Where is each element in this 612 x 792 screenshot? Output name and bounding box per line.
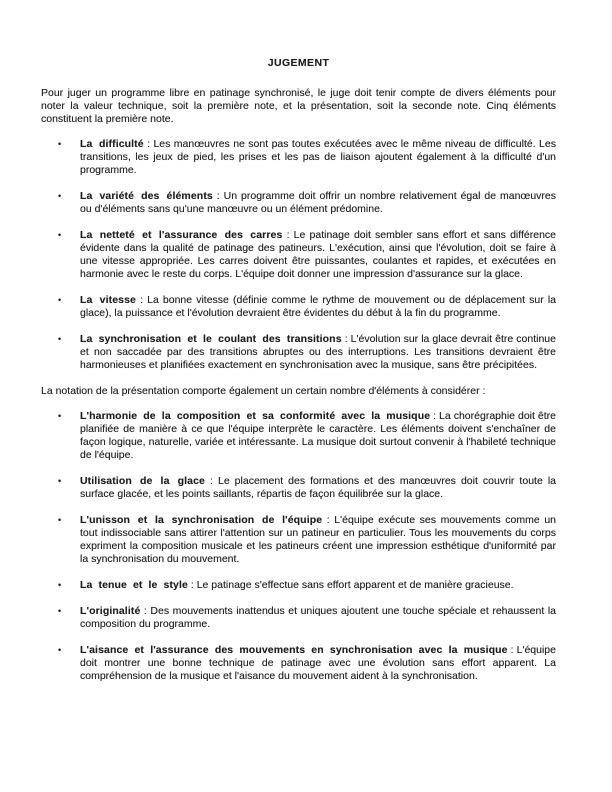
bullet-icon: • [58,411,62,421]
criterion-text: : Un programme doit offrir un nombre relativement égal de manœuvres ou d'éléments sans qu'une manœuvre ou un élément prédomine. [80,190,556,215]
criterion-lead: L'harmonie de la composition et sa conformité avec la musique [80,410,431,422]
criterion-text: : La bonne vitesse (définie comme le rythme de mouvement ou de déplacement sur la glace), la puissance et l'évolution devraient être évidentes du début à la fin du programme. [80,294,556,319]
bullet-icon: • [58,476,62,486]
criterion-body [80,333,556,372]
criterion-body [80,229,556,281]
criterion-item-originalite [58,605,556,631]
bullet-icon: • [58,580,62,590]
criterion-body [80,605,556,631]
criterion-lead: Utilisation de la glace [80,475,205,487]
criterion-lead: La tenue et le style [80,579,188,591]
bullet-icon: • [58,645,62,655]
criterion-item-nettete-carres [58,229,556,281]
criterion-body [80,475,556,501]
criterion-lead: La variété des éléments [80,190,213,202]
presentation-note-paragraph: La notation de la présentation comporte également un certain nombre d'éléments à considérer : [41,385,486,397]
criterion-text: : L'équipe exécute ses mouvements comme un tout indissociable sans attirer l'attention sur un patineur en particulier. Tous les mouvements du corps expriment la composition musicale et les patineurs créent une impression esthétique d'uniformité par la synchronisation du mouvement. [80,514,556,565]
criterion-lead: L'originalité [80,605,141,617]
criterion-lead: La vitesse [80,294,136,306]
criterion-lead: La netteté et l'assurance des carres [80,229,283,241]
criterion-item-variete [58,190,556,216]
criterion-lead: La difficulté [80,138,144,150]
criterion-item-utilisation-glace [58,475,556,501]
criterion-item-difficulte [58,138,556,177]
criterion-item-tenue-style [58,579,556,592]
bullet-icon: • [58,515,62,525]
criterion-body [80,138,556,177]
criterion-item-aisance-assurance [58,644,556,683]
criterion-lead: La synchronisation et le coulant des transitions [80,333,342,345]
criterion-text: : Le placement des formations et des manœuvres doit couvrir toute la surface glacée, et les points saillants, répartis de façon équilibrée sur la glace. [80,475,556,500]
criterion-body [80,644,556,683]
criterion-text: : Le patinage s'effectue sans effort apparent et de manière gracieuse. [187,579,514,591]
criterion-text: : La chorégraphie doit être planifiée de manière à ce que l'équipe interprète le caractère. Les éléments doivent s'enchaîner de façon logique, naturelle, variée et intéressante. La musique doit surtout convenir à l'habileté technique de l'équipe. [80,410,557,461]
criterion-item-unisson [58,514,556,566]
criterion-text: : Des mouvements inattendus et uniques ajoutent une touche spéciale et rehaussent la composition du programme. [80,605,556,630]
criterion-text: : Le patinage doit sembler sans effort et sans différence évidente dans la qualité de patinage des patineurs. L'exécution, ainsi que l'évolution, doit se faire à une vitesse appropriée. Les carres doivent être puissantes, coulantes et rapides, et exécutées en harmonie avec le reste du corps. L'équipe doit donner une impression d'assurance sur la glace. [80,229,556,280]
criterion-text: : Les manœuvres ne sont pas toutes exécutées avec le même niveau de difficulté. Les transitions, les jeux de pied, les prises et les pas de liaison ajoutent également à la difficulté d'un programme. [80,138,556,176]
bullet-icon: • [58,191,62,201]
criterion-body [80,190,556,216]
criterion-text: : L'évolution sur la glace devrait être continue et non saccadée par des transitions abruptes ou des interruptions. Les transitions devraient être harmonieuses et planifiées exactement en synchronisation avec la musique, sans être précipitées. [80,333,556,371]
bullet-icon: • [58,139,62,149]
presentation-criteria-list [41,410,556,683]
criterion-lead: L'unisson et la synchronisation de l'équipe [80,514,323,526]
bullet-icon: • [58,606,62,616]
bullet-icon: • [58,295,62,305]
page-title: JUGEMENT [267,57,330,69]
criterion-item-synchronisation-transitions [58,333,556,372]
intro-paragraph: Pour juger un programme libre en patinage synchronisé, le juge doit tenir compte de divers éléments pour noter la valeur technique, soit la première note, et la présentation, soit la seconde note. Cinq éléments constituent la première note. [41,87,556,125]
criterion-item-harmonie [58,410,556,462]
technical-criteria-list [41,138,556,372]
criterion-body [80,410,556,462]
criterion-body [80,514,556,566]
criterion-body [80,579,556,592]
criterion-text: : L'équipe doit montrer une bonne technique de patinage avec une évolution sans effort apparent. La compréhension de la musique et l'aisance du mouvement aident à la synchronisation. [80,644,556,682]
bullet-icon: • [58,230,62,240]
criterion-body [80,294,556,320]
bullet-icon: • [58,334,62,344]
criterion-lead: L'aisance et l'assurance des mouvements en synchronisation avec la musique [80,644,508,656]
criterion-item-vitesse [58,294,556,320]
